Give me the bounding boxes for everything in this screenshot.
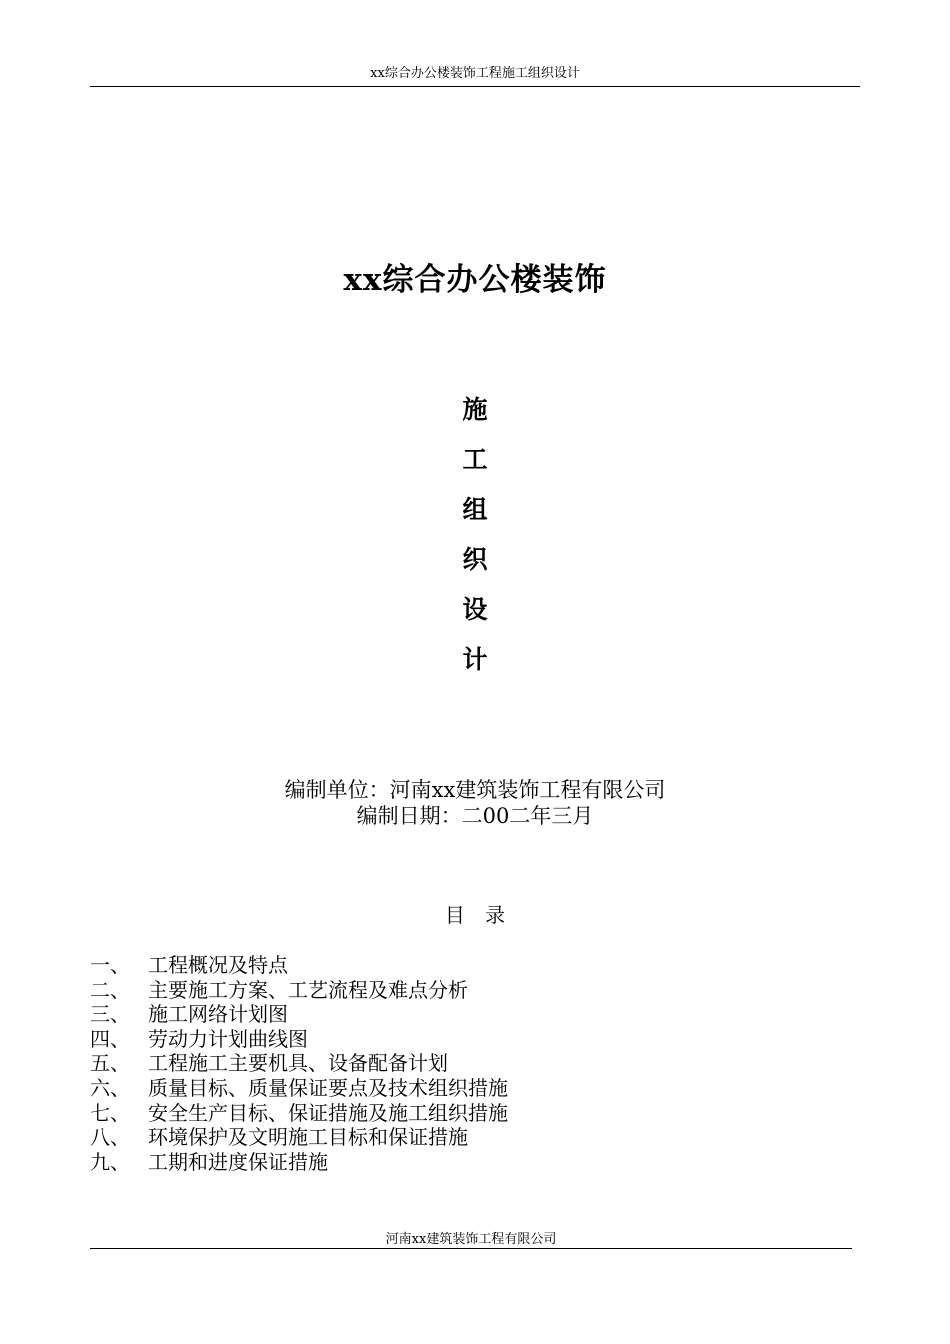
compile-unit: 编制单位：河南xx建筑装饰工程有限公司 — [284, 778, 666, 802]
toc-item — [90, 1051, 850, 1076]
toc-item — [90, 1002, 850, 1027]
subtitle-char: 计 — [462, 645, 488, 674]
toc-label: 工程施工主要机具、设备配备计划 — [148, 1051, 448, 1076]
toc-item — [90, 978, 850, 1003]
toc-label: 施工网络计划图 — [148, 1002, 288, 1027]
toc-item — [90, 953, 850, 978]
document-title: xx综合办公楼装饰 — [343, 262, 607, 298]
toc-item — [90, 1125, 850, 1150]
toc-label: 工程概况及特点 — [148, 953, 288, 977]
table-of-contents — [90, 953, 850, 1174]
toc-number: 一、 — [90, 953, 130, 977]
toc-label: 安全生产目标、保证措施及施工组织措施 — [148, 1100, 508, 1125]
toc-number: 六、 — [90, 1075, 130, 1100]
compile-date: 编制日期：二00二年三月 — [356, 804, 594, 828]
toc-item — [90, 1076, 850, 1101]
toc-label: 工期和进度保证措施 — [148, 1149, 328, 1174]
toc-label: 主要施工方案、工艺流程及难点分析 — [148, 977, 468, 1002]
subtitle-char: 组 — [462, 495, 488, 524]
toc-number: 四、 — [90, 1026, 130, 1051]
toc-number: 三、 — [90, 1002, 130, 1027]
subtitle-char: 设 — [462, 595, 488, 624]
footer-text: 河南xx建筑装饰工程有限公司 — [385, 1232, 557, 1247]
toc-number: 九、 — [90, 1149, 130, 1174]
toc-item — [90, 1150, 850, 1175]
toc-number: 八、 — [90, 1125, 130, 1150]
page-header — [90, 64, 860, 87]
toc-item — [90, 1027, 850, 1052]
vertical-subtitle — [445, 385, 505, 685]
subtitle-char: 工 — [462, 445, 488, 474]
toc-title: 目 录 — [444, 903, 506, 927]
toc-number: 五、 — [90, 1051, 130, 1076]
toc-label: 劳动力计划曲线图 — [148, 1026, 308, 1051]
toc-label: 环境保护及文明施工目标和保证措施 — [148, 1125, 468, 1150]
subtitle-char: 施 — [462, 395, 488, 424]
page-footer — [90, 1230, 852, 1249]
toc-item — [90, 1101, 850, 1126]
subtitle-char: 织 — [462, 545, 488, 574]
toc-label: 质量目标、质量保证要点及技术组织措施 — [148, 1075, 508, 1100]
toc-number: 七、 — [90, 1100, 130, 1125]
compile-info — [0, 777, 950, 829]
header-text: xx综合办公楼装饰工程施工组织设计 — [370, 66, 580, 81]
toc-number: 二、 — [90, 977, 130, 1002]
